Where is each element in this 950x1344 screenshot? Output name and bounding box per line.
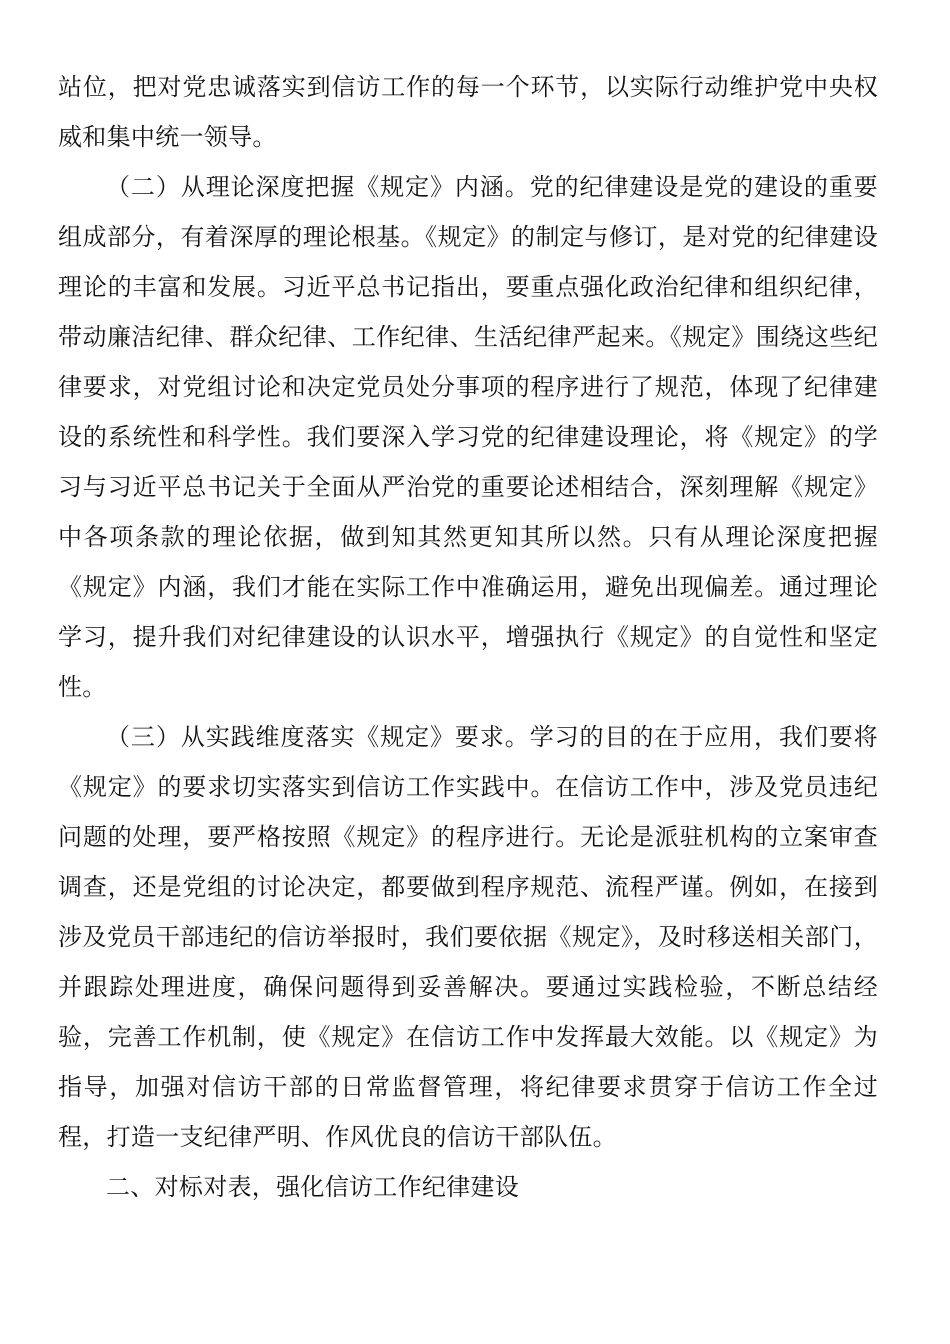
paragraph-continuation: 站位，把对党忠诚落实到信访工作的每一个环节，以实际行动维护党中央权威和集中统一领导。 <box>58 73 878 151</box>
paragraph-section-two: （二）从理论深度把握《规定》内涵。党的纪律建设是党的建设的重要组成部分，有着深厚的理论根基。《规定》的制定与修订，是对党的纪律建设理论的丰富和发展。习近平总书记指出，要重点强化政治纪律和组织纪律，带动廉洁纪律、群众纪律、工作纪律、生活纪律严起来。《规定》围绕这些纪律要求，对党组讨论和决定党员处分事项的程序进行了规范，体现了纪律建设的系统性和科学性。我们要深入学习党的纪律建设理论，将《规定》的学习与习近平总书记关于全面从严治党的重要论述相结合，深刻理解《规定》中各项条款的理论依据，做到知其然更知其所以然。只有从理论深度把握《规定》内涵，我们才能在实际工作中准确运用，避免出现偏差。通过理论学习，提升我们对纪律建设的认识水平，增强执行《规定》的自觉性和坚定性。 <box>58 173 878 701</box>
section-heading: 二、对标对表，强化信访工作纪律建设 <box>106 1173 520 1201</box>
document-page <box>58 62 878 1212</box>
paragraph-section-three: （三）从实践维度落实《规定》要求。学习的目的在于应用，我们要将《规定》的要求切实落实到信访工作实践中。在信访工作中，涉及党员违纪问题的处理，要严格按照《规定》的程序进行。无论是派驻机构的立案审查调查，还是党组的讨论决定，都要做到程序规范、流程严谨。例如，在接到涉及党员干部违纪的信访举报时，我们要依据《规定》，及时移送相关部门，并跟踪处理进度，确保问题得到妥善解决。要通过实践检验，不断总结经验，完善工作机制，使《规定》在信访工作中发挥最大效能。以《规定》为指导，加强对信访干部的日常监督管理，将纪律要求贯穿于信访工作全过程，打造一支纪律严明、作风优良的信访干部队伍。 <box>58 723 878 1151</box>
